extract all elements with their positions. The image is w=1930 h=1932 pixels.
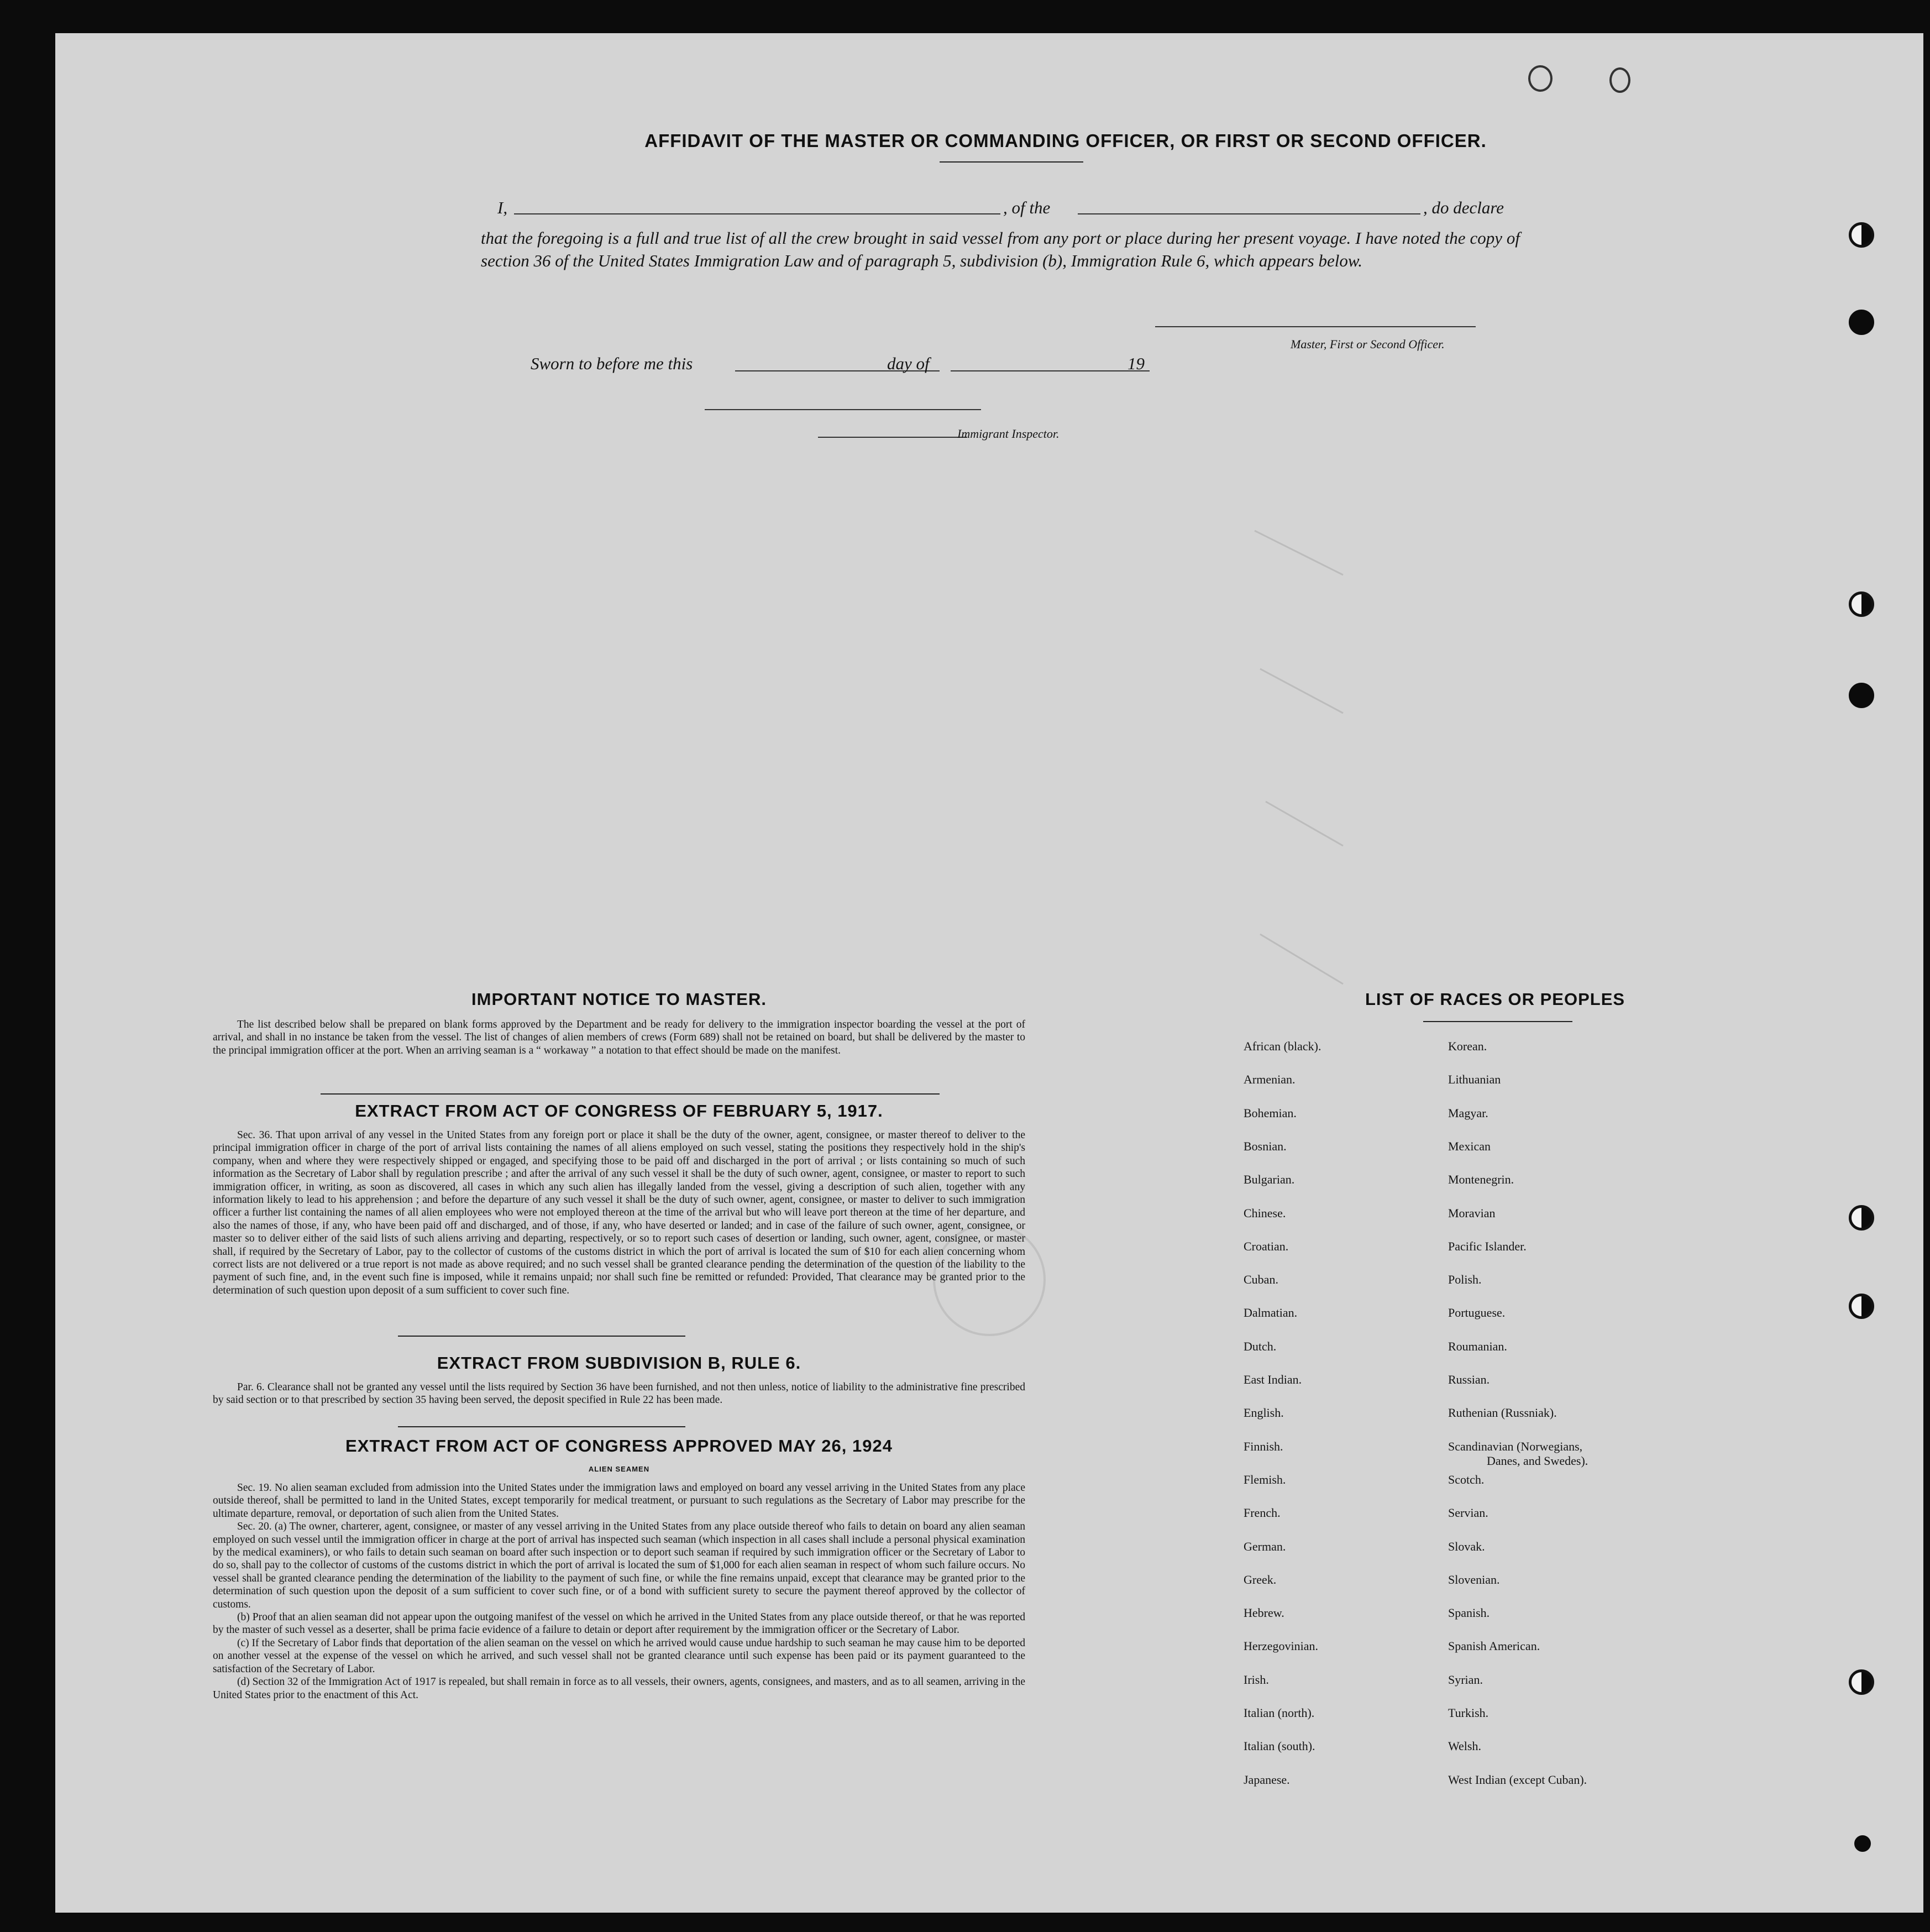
race-item: East Indian. xyxy=(1244,1373,1302,1386)
race-item: West Indian (except Cuban). xyxy=(1448,1773,1587,1787)
race-item: German. xyxy=(1244,1540,1286,1553)
race-item: Roumanian. xyxy=(1448,1339,1507,1353)
act1924-title: EXTRACT FROM ACT OF CONGRESS APPROVED MAY 26, 1924 xyxy=(345,1436,893,1455)
race-item: English. xyxy=(1244,1406,1284,1420)
race-item: Italian (south). xyxy=(1244,1739,1315,1753)
race-item: Spanish. xyxy=(1448,1606,1490,1620)
race-item: Armenian. xyxy=(1244,1072,1296,1086)
rule6-title: EXTRACT FROM SUBDIVISION B, RULE 6. xyxy=(437,1353,801,1373)
inspector-label: Immigrant Inspector. xyxy=(957,427,1060,441)
act1924-sec20c: (c) If the Secretary of Labor finds that deportation of the alien seaman on the vessel on which he arrived would cause undue hardship to such seaman he may cause him to be deported on another vessel at the expense of the vessel on which he arrived, and such vessel shall not be granted clearance until such expense has been paid or its payment guaranteed to the satisfaction of the Secretary of Labor. xyxy=(213,1637,1025,1675)
binder-hole-icon xyxy=(1849,310,1874,335)
race-item: Mexican xyxy=(1448,1139,1491,1153)
master-signature-line xyxy=(1155,326,1476,327)
binder-hole-icon xyxy=(1849,222,1874,248)
sworn-year-label: 19 xyxy=(1127,354,1145,373)
act1924-sec20d: (d) Section 32 of the Immigration Act of 1917 is repealed, but shall remain in force as to all vessels, their owners, agents, consignees, and masters, and as to all seamen, arriving in the United States prior to the enactment of this Act. xyxy=(213,1676,1025,1701)
races-underline xyxy=(1423,1021,1572,1022)
act1924-sec19: Sec. 19. No alien seaman excluded from admission into the United States under the immigration laws and employed on board any vessel arriving in the United States from any place outside thereof, shall be permitted to land in the United States, except temporarily for medical treatment, or pursuant to such regulations as the Secretary of Labor may prescribe for the ultimate departure, removal, or deportation of such alien from the United States. xyxy=(213,1482,1025,1520)
rule6-paragraph: Par. 6. Clearance shall not be granted any vessel until the lists required by Section 36 have been furnished, and not then unless, notice of liability to the administrative fine prescribed by said section or to that prescribed by section 35 having been served, the deposit specified in Rule 22 has been made. xyxy=(213,1381,1025,1406)
race-item: Japanese. xyxy=(1244,1773,1290,1787)
race-item: Turkish. xyxy=(1448,1706,1489,1720)
race-item: Welsh. xyxy=(1448,1739,1481,1753)
reference-mark-icon xyxy=(1528,65,1553,92)
race-item: Montenegrin. xyxy=(1448,1172,1514,1186)
act1924-subtitle: ALIEN SEAMEN xyxy=(588,1465,650,1473)
race-item: Irish. xyxy=(1244,1673,1269,1687)
rule6-text xyxy=(213,1381,1025,1407)
race-item: Scotch. xyxy=(1448,1473,1485,1486)
race-item: Polish. xyxy=(1448,1273,1482,1286)
act1924-sec20a: Sec. 20. (a) The owner, charterer, agent, consignee, or master of any vessel arriving in the United States from any place outside thereof who fails to detain on board any alien seaman employed on such vessel until the immigration officer in charge at the port of arrival has inspected such seaman (which inspection in all cases shall include a personal physical examination by the medical examiners), or who fails to detain such seaman on board after such inspection or to deport such seaman if required by such immigration officer or the Secretary of Labor to do so, shall pay to the collector of customs of the customs district in which the port of arrival is located the sum of $1,000 for each alien seaman in respect of whom such failure occurs. No vessel shall be granted clearance pending the determination of the liability to the payment of such fine, or while the fine remains unpaid, except that clearance may be granted prior to the determination of such question upon the deposit of a sum sufficient to cover such fine, or of a bond with sufficient surety to secure the payment thereof approved by the collector of customs. xyxy=(213,1521,1025,1610)
binder-hole-icon xyxy=(1849,683,1874,708)
binder-hole-icon xyxy=(1854,1835,1871,1852)
act1924-text xyxy=(213,1481,1025,1701)
race-item-continuation: Danes, and Swedes). xyxy=(1487,1454,1588,1468)
vessel-name-blank xyxy=(1078,213,1420,214)
notice-divider xyxy=(321,1093,940,1095)
sworn-label: Sworn to before me this xyxy=(531,354,693,373)
race-item: Ruthenian (Russniak). xyxy=(1448,1406,1557,1420)
race-item: Lithuanian xyxy=(1448,1072,1501,1086)
race-item: Slovenian. xyxy=(1448,1573,1500,1587)
race-item: Magyar. xyxy=(1448,1106,1488,1120)
act1917-text xyxy=(213,1129,1025,1297)
race-item: Flemish. xyxy=(1244,1473,1286,1486)
notice-text xyxy=(213,1018,1025,1057)
act1924-sec20b: (b) Proof that an alien seaman did not appear upon the outgoing manifest of the vessel on which he arrived in the United States from any place outside thereof, or that he was reported by the master of such vessel as a deserter, shall be prima facie evidence of a failure to detain or deport after requirement by the immigration officer or the Secretary of Labor. xyxy=(213,1611,1025,1636)
binder-hole-icon xyxy=(1849,1205,1874,1231)
race-item: Bulgarian. xyxy=(1244,1172,1295,1186)
race-item: Scandinavian (Norwegians, xyxy=(1448,1439,1583,1453)
race-item: Servian. xyxy=(1448,1506,1488,1520)
race-item: Hebrew. xyxy=(1244,1606,1284,1620)
binder-hole-icon xyxy=(1849,1669,1874,1695)
act1917-paragraph: Sec. 36. That upon arrival of any vessel in the United States from any foreign port or place it shall be the duty of the owner, agent, consignee, or master thereof to deliver to the principal immigration officer in charge of the port of arrival lists containing the names of all aliens employed on such vessel, stating the positions they respectively hold in the ship's company, when and where they were respectively shipped or engaged, and specifying those to be paid off and discharged in the port of arrival ; or lists containing so much of such information as the Secretary of Labor shall by regulation prescribe ; and after the arrival of any such vessel it shall be the duty of such owner, agent, consignee, or master to report to such immigration officer, in writing, as soon as discovered, all cases in which any such alien has illegally landed from the vessel, giving a description of such alien, together with any information likely to lead to his apprehension ; and before the departure of any such vessel it shall be the duty of such owner, agent, consignee, or master to deliver to such immigration officer a further list containing the names of all alien employees who were not employed thereon at the time of the arrival but who will leave port thereon at the time of her departure, and also the names of those, if any, who have been paid off and discharged, and of those, if any, who have deserted or landed; and in case of the failure of such owner, agent, consignee, or master so to deliver either of the said lists of such aliens arriving and departing, respectively, or so to report such cases of desertion or landing, such owner, agent, consignee, or master shall, if required by the Secretary of Labor, pay to the collector of customs of the customs district in which the port of arrival is located the sum of $10 for each alien concerning whom correct lists are not delivered or a true report is not made as above required; and no such vessel shall be granted clearance pending the determination of the question of the liability to the payment of such fine, and, in the event such fine is imposed, while it remains unpaid; nor shall such fine be remitted or refunded: Provided, That clearance may be granted prior to the determination of such question upon deposit of a sum sufficient to cover such fine. xyxy=(213,1129,1025,1296)
reference-mark-icon xyxy=(1609,67,1630,93)
race-item: Italian (north). xyxy=(1244,1706,1315,1720)
sworn-month-blank xyxy=(951,370,1150,371)
race-item: Greek. xyxy=(1244,1573,1277,1587)
affidavit-body: that the foregoing is a full and true list of all the crew brought in said vessel from any port or place during her present voyage. I have noted the copy of section 36 of the United States Immigration Law and of paragraph 5, subdivision (b), Immigration Rule 6, which appears below. xyxy=(481,228,1520,270)
race-item: Spanish American. xyxy=(1448,1639,1540,1653)
notice-paragraph: The list described below shall be prepared on blank forms approved by the Department and be ready for delivery to the immigration inspector boarding the vessel at the port of arrival, and shall in no instance be taken from the vessel. The list of changes of alien members of crews (Form 689) shall not be retained on board, but shall be delivered by the master to the principal immigration officer at the port. When an arriving seaman is a “ workaway ” a notation to that effect should be made on the manifest. xyxy=(213,1019,1025,1056)
race-item: African (black). xyxy=(1244,1039,1321,1053)
document-page xyxy=(55,33,1923,1913)
notice-title: IMPORTANT NOTICE TO MASTER. xyxy=(471,989,767,1009)
master-name-blank xyxy=(514,213,1000,214)
race-item: Syrian. xyxy=(1448,1673,1483,1687)
races-title: LIST OF RACES OR PEOPLES xyxy=(1365,989,1625,1009)
race-item: Portuguese. xyxy=(1448,1306,1506,1320)
affidavit-declare-label: , do declare xyxy=(1423,198,1504,217)
inspector-name-line xyxy=(818,437,967,438)
affidavit-title: AFFIDAVIT OF THE MASTER OR COMMANDING OFFICER, OR FIRST OR SECOND OFFICER. xyxy=(644,130,1487,151)
act1917-title: EXTRACT FROM ACT OF CONGRESS OF FEBRUARY 5, 1917. xyxy=(355,1101,883,1121)
race-item: Russian. xyxy=(1448,1373,1490,1386)
race-item: French. xyxy=(1244,1506,1281,1520)
race-item: Slovak. xyxy=(1448,1540,1485,1553)
affidavit-of-the-label: , of the xyxy=(1003,198,1051,217)
race-item: Herzegovinian. xyxy=(1244,1639,1318,1653)
race-item: Cuban. xyxy=(1244,1273,1278,1286)
inspector-signature-line xyxy=(705,409,981,410)
sworn-day-label: day of xyxy=(887,354,930,373)
binder-hole-icon xyxy=(1849,1294,1874,1319)
rule6-divider xyxy=(398,1426,685,1427)
master-signature-label: Master, First or Second Officer. xyxy=(1291,337,1445,351)
race-item: Bosnian. xyxy=(1244,1139,1287,1153)
race-item: Moravian xyxy=(1448,1206,1496,1220)
race-item: Croatian. xyxy=(1244,1239,1289,1253)
affidavit-i-label: I, xyxy=(497,198,508,217)
race-item: Dutch. xyxy=(1244,1339,1277,1353)
title-underline xyxy=(940,161,1083,163)
race-item: Korean. xyxy=(1448,1039,1487,1053)
race-item: Bohemian. xyxy=(1244,1106,1297,1120)
act1917-divider xyxy=(398,1336,685,1337)
binder-hole-icon xyxy=(1849,591,1874,617)
race-item: Finnish. xyxy=(1244,1439,1283,1453)
race-item: Dalmatian. xyxy=(1244,1306,1298,1320)
race-item: Chinese. xyxy=(1244,1206,1286,1220)
race-item: Pacific Islander. xyxy=(1448,1239,1527,1253)
